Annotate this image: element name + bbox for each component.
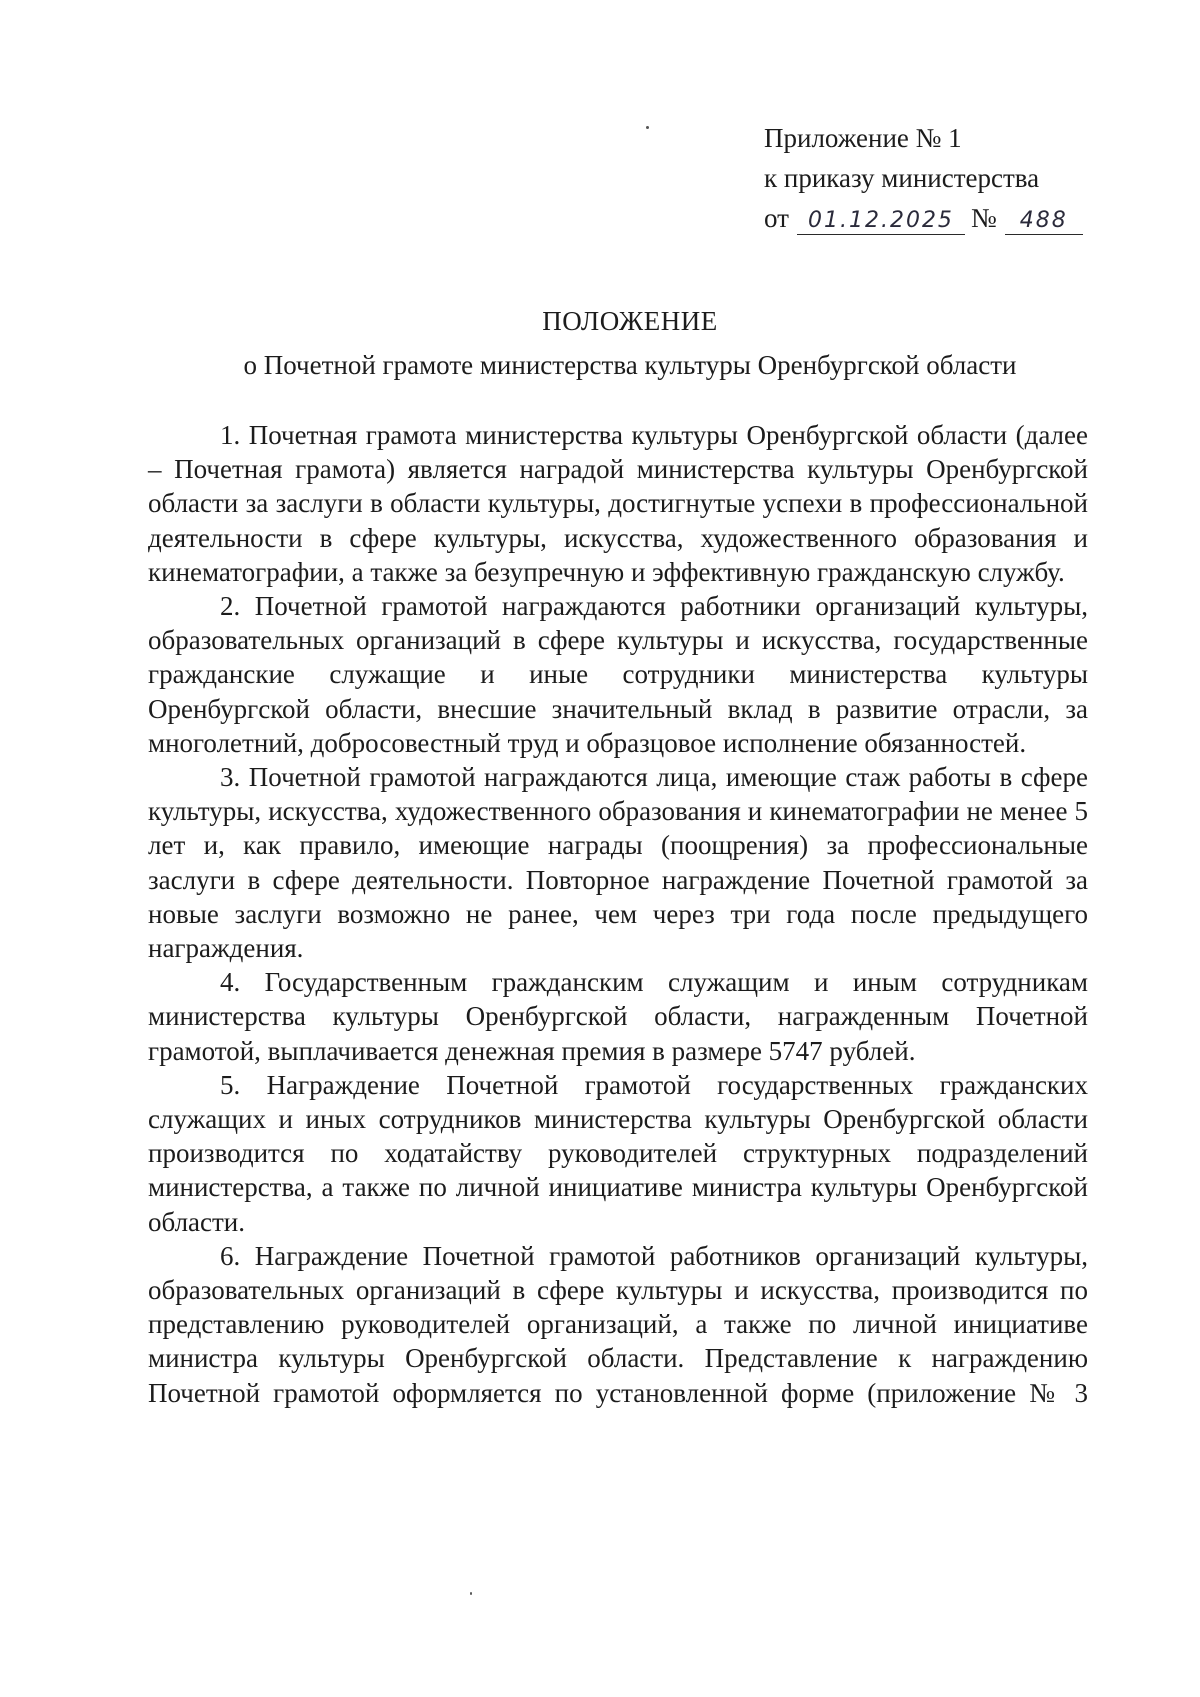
document-body	[148, 418, 1088, 1410]
appendix-header	[764, 118, 1164, 238]
appendix-date-number-line	[764, 198, 1164, 238]
paragraph-3: 3. Почетной грамотой награждаются лица, имеющие стаж работы в сфере культуры, искусства, художественного образования и кинематографии не менее 5 лет и, как правило, имеющие награды (поощрения) за профессиональные заслуги в сфере деятельности. Повторное награждение Почетной грамотой за новые заслуги возможно не ранее, чем через три года после предыдущего награждения.	[148, 762, 1088, 964]
handwritten-date: 01.12.2025	[797, 208, 965, 235]
handwritten-number: 488	[1005, 208, 1083, 235]
scan-speck	[470, 1592, 472, 1595]
document-title: ПОЛОЖЕНИЕ	[542, 306, 718, 336]
appendix-order-ref: к приказу министерства	[764, 163, 1040, 193]
appendix-title: Приложение № 1	[764, 123, 962, 153]
paragraph-6: 6. Награждение Почетной грамотой работников организаций культуры, образовательных организаций в сфере культуры и искусства, производится по представлению руководителей организаций, а также по личной инициативе министра культуры Оренбургской области. Представление к награждению Почетной грамотой оформляется по установленной форме (приложение № 3	[148, 1240, 1088, 1408]
paragraph-4: 4. Государственным гражданским служащим и иным сотрудникам министерства культуры Оренбургской области, награжденным Почетной грамотой, выплачивается денежная премия в размере 5747 рублей.	[148, 967, 1088, 1066]
paragraph-1: 1. Почетная грамота министерства культуры Оренбургской области (далее – Почетная грамота) является наградой министерства культуры Оренбургской области за заслуги в области культуры, достигнутые успехи в профессиональной деятельности в сфере культуры, искусства, художественного образования и кинематографии, а также за безупречную и эффективную гражданскую службу.	[148, 420, 1088, 587]
scan-speck	[646, 126, 649, 129]
document-subtitle: о Почетной грамоте министерства культуры Оренбургской области	[243, 350, 1017, 380]
from-label: от	[764, 203, 789, 233]
paragraph-2: 2. Почетной грамотой награждаются работники организаций культуры, образовательных организаций в сфере культуры и искусства, государственные гражданские служащие и иные сотрудники министерства культуры Оренбургской области, внесшие значительный вклад в развитие отрасли, за многолетний, добросовестный труд и образцовое исполнение обязанностей.	[148, 591, 1088, 758]
paragraph-5: 5. Награждение Почетной грамотой государственных гражданских служащих и иных сотрудников министерства культуры Оренбургской области производится по ходатайству руководителей структурных подразделений министерства, а также по личной инициативе министра культуры Оренбургской области.	[148, 1069, 1088, 1237]
number-label: №	[970, 203, 997, 233]
